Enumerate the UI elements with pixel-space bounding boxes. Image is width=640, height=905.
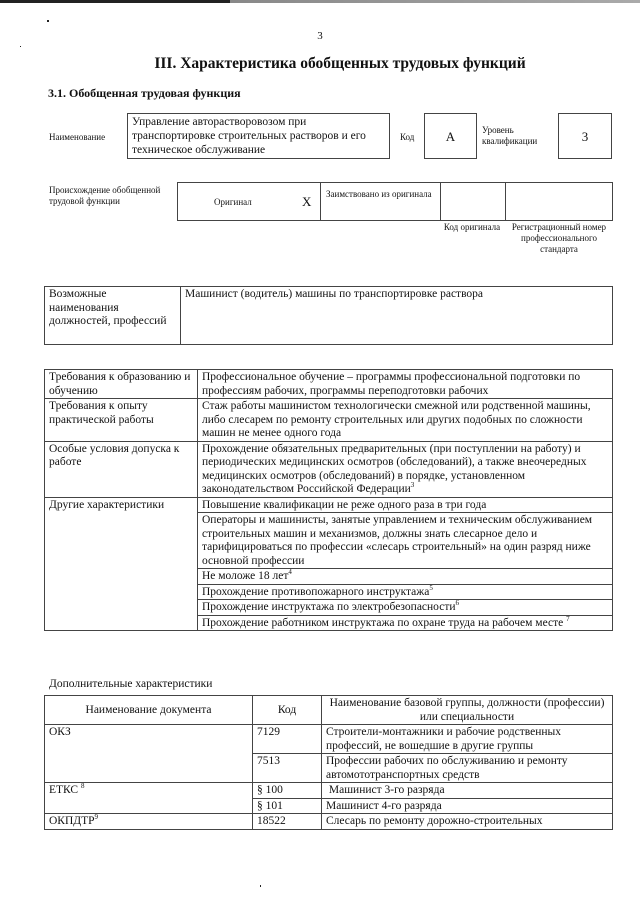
code-cell: 7129 bbox=[253, 725, 322, 754]
name-cell: Строители-монтажники и рабочие родственных профессий, не вошедшие в другие группы bbox=[322, 725, 613, 754]
other-item-text: Операторы и машинисты, занятые управлением и техническим обслуживанием строительных машин и механизмов, должны знать слесарное дело и тарифицироваться по профессии «слесарь строительный» на один разряд ниже основной профессии bbox=[202, 514, 593, 567]
code-label: Код bbox=[400, 132, 415, 142]
doc-cell: ОКЗ bbox=[45, 725, 253, 783]
footnote-ref: 6 bbox=[455, 599, 459, 608]
divider bbox=[505, 183, 506, 220]
name-cell: Машинист 3-го разряда bbox=[322, 783, 613, 799]
scan-speck bbox=[20, 46, 21, 47]
origin-table bbox=[177, 182, 613, 221]
doc-cell bbox=[45, 814, 253, 830]
level-value: 3 bbox=[558, 113, 612, 159]
positions-label: Возможные наименования должностей, профессий bbox=[45, 287, 181, 345]
requirements-table bbox=[44, 369, 613, 631]
positions-table bbox=[44, 286, 613, 345]
other-item-text: Прохождение инструктажа по электробезопасности bbox=[202, 601, 456, 613]
scan-speck bbox=[260, 885, 261, 887]
other-item bbox=[198, 600, 613, 616]
name-cell: Профессии рабочих по обслуживанию и ремонту автомототранспортных средств bbox=[322, 754, 613, 783]
col-header-name: Наименование базовой группы, должности (профессии) или специальности bbox=[322, 696, 613, 725]
code-cell: 18522 bbox=[253, 814, 322, 830]
divider bbox=[440, 183, 441, 220]
code-cell: 7513 bbox=[253, 754, 322, 783]
footnote-ref: 3 bbox=[410, 481, 415, 490]
special-value bbox=[198, 441, 613, 497]
other-item bbox=[198, 569, 613, 585]
experience-value: Стаж работы машинистом технологически смежной или родственной машины, либо слесарем по ремонту строительных или других подобных по сложности машин не менее одного года bbox=[198, 399, 613, 442]
footnote-ref: 7 bbox=[566, 614, 570, 623]
doc-cell bbox=[45, 783, 253, 814]
other-item bbox=[198, 615, 613, 631]
experience-label: Требования к опыту практической работы bbox=[45, 399, 198, 442]
divider bbox=[320, 183, 321, 220]
name-cell: Машинист 4-го разряда bbox=[322, 798, 613, 814]
origin-label: Происхождение обобщенной трудовой функции bbox=[49, 185, 161, 206]
table-row bbox=[45, 814, 613, 830]
other-item-text: Повышение квалификации не реже одного раза в три года bbox=[202, 498, 487, 511]
other-item bbox=[198, 497, 613, 513]
other-item-text: Прохождение противопожарного инструктажа bbox=[202, 585, 430, 598]
name-value: Управление авторастворовозом при транспортировке строительных растворов и его техническое обслуживание bbox=[127, 113, 390, 159]
original-label: Оригинал bbox=[214, 197, 252, 207]
table-row bbox=[45, 725, 613, 754]
subsection-title: 3.1. Обобщенная трудовая функция bbox=[48, 86, 241, 100]
footnote-ref: 9 bbox=[94, 813, 99, 822]
col-header-code: Код bbox=[253, 696, 322, 725]
col-header-doc: Наименование документа bbox=[45, 696, 253, 725]
other-item bbox=[198, 584, 613, 600]
other-label: Другие характеристики bbox=[45, 497, 198, 631]
page-number: 3 bbox=[317, 30, 323, 42]
scan-top-edge bbox=[0, 0, 640, 3]
footnote-ref: 5 bbox=[429, 583, 433, 592]
scan-speck bbox=[47, 20, 49, 22]
code-cell: § 101 bbox=[253, 798, 322, 814]
special-text: Прохождение обязательных предварительных (при поступлении на работу) и периодических медицинских осмотров (обследований), а также внеочередных медицинских осмотров (обследований) в порядке, установленном законодательством Российской Федерации bbox=[202, 442, 587, 495]
positions-value: Машинист (водитель) машины по транспортировке раствора bbox=[181, 287, 613, 345]
code-value: A bbox=[424, 113, 477, 159]
code-original-caption: Код оригинала bbox=[443, 222, 501, 232]
doc-text: ЕТКС bbox=[49, 784, 81, 796]
borrowed-label: Заимствовано из оригинала bbox=[326, 189, 432, 199]
education-label: Требования к образованию и обучению bbox=[45, 370, 198, 399]
name-cell: Слесарь по ремонту дорожно-строительных bbox=[322, 814, 613, 830]
original-mark: X bbox=[302, 194, 312, 209]
education-value: Профессиональное обучение – программы профессиональной подготовки по профессиям рабочих, программы переподготовки рабочих bbox=[198, 370, 613, 399]
doc-text: ОКПДТР bbox=[49, 815, 95, 827]
footnote-ref: 8 bbox=[80, 782, 85, 791]
additional-caption: Дополнительные характеристики bbox=[49, 678, 213, 690]
section-title: III. Характеристика обобщенных трудовых функций bbox=[154, 55, 526, 72]
code-cell: § 100 bbox=[253, 783, 322, 799]
name-label: Наименование bbox=[49, 132, 106, 142]
other-item-text: Прохождение работником инструктажа по охране труда на рабочем месте bbox=[202, 616, 567, 629]
reg-number-caption: Регистрационный номер профессионального стандарта bbox=[511, 222, 607, 254]
special-label: Особые условия допуска к работе bbox=[45, 441, 198, 497]
table-row bbox=[45, 783, 613, 799]
additional-table bbox=[44, 695, 613, 830]
other-item bbox=[198, 513, 613, 569]
level-label: Уровень квалификации bbox=[482, 125, 538, 146]
other-item-text: Не моложе 18 лет bbox=[202, 570, 289, 582]
footnote-ref: 4 bbox=[288, 568, 292, 577]
